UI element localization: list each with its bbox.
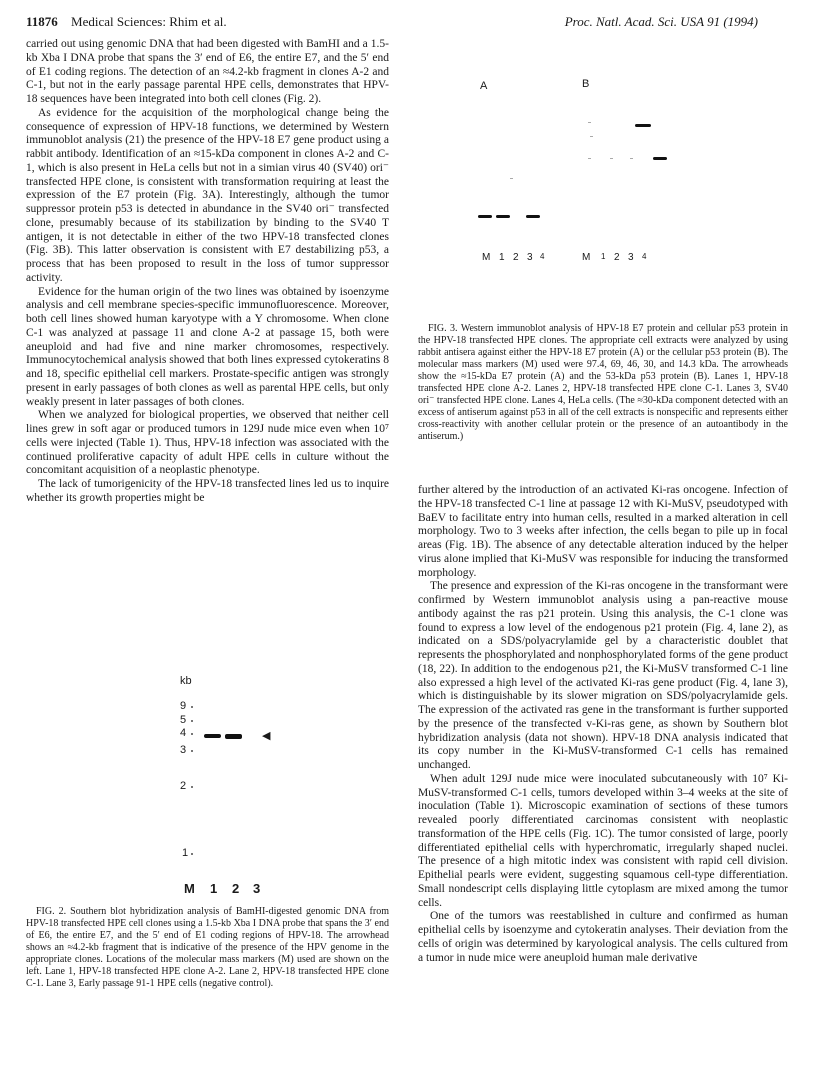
marker-label: 4 — [180, 727, 187, 739]
lane-label: 4 — [540, 252, 545, 261]
paragraph: Evidence for the human origin of the two lines was obtained by isoenzyme analysis and cell membrane species-specific immunofluorescence. Moreover, both cell lines showed human karyotype with a Y chromosome. When clone C-1 was analyzed at passage 11 and clone A-2 at passage 15, both were aneuploid and had five and nine marker chromosomes, respectively. Immunocytochemical analysis showed that both lines expressed cytokeratins 8 and 18, specific epithelial cell markers. Prostate-specific antigen was strongly present in early passages of both clones as well as parental HPE cells, but only weakly present in later passages of both clones. — [26, 285, 389, 408]
paragraph: The presence and expression of the Ki-ras oncogene in the transformant were confirmed by Western immunoblot analysis using a pan-reactive mouse antibody against the ras p21 protein. Using this analysis, the C-1 clone was found to express a low level of the endogenous p21 protein (Fig. 4, lane 2), as indicated on a SDS/polyacrylamide gel by a characteristic doublet that represents the phosphorylated and nonphosphorylated forms of the gene product (18, 22). In addition to the endogenous p21, the Ki-MuSV transformed C-1 line also expressed a high level of the activated Ki-ras gene product (Fig. 4, lane 3), which is distinguishable by its slower migration on SDS/polyacrylamide gels. The expression of the activated ras gene in the transformant is further supported by the presence of the transfected v-Ki-ras gene, as shown by Southern blot hybridization analysis (data not shown). HPV-18 DNA analysis indicated that its copy number in the Ki-MuSV-transformed C-1 cells has remained unchanged. — [418, 580, 788, 771]
lane-labels-b — [582, 252, 672, 266]
journal-citation: Proc. Natl. Acad. Sci. USA 91 (1994) — [564, 14, 758, 29]
marker-label: 2 — [180, 780, 187, 792]
paragraph: As evidence for the acquisition of the morphological change being the consequence of expression of HPV-18 functions, we determined by Western immunoblot analysis (21) the presence of the HPV-18 E7 gene product using a rabbit antibody. Identification of an ≈15-kDa component in clones A-2 and C-1, which is also present in HeLa cells but not in a simian virus 40 (SV40) ori⁻ transfected HPE clone, is consistent with transformation requiring at least the expression of the E7 protein (Fig. 3A). Interestingly, although the tumor suppressor protein p53 is detected in abundance in the SV40 ori⁻ transfected clone, presumably because of its stabilization by binding to the SV40 T antigen, it is not detectable in either of the two HPV-18 transfected clones (Fig. 3B). This latter observation is consistent with E7 destabilizing p53, a process that has been proposed to result in the loss of tumor suppressor activity. — [26, 106, 389, 284]
caption-text: FIG. 2. Southern blot hybridization analysis of BamHI-digested genomic DNA from HPV-18 transfected HPE cell clones using a 1.5-kb Xba I DNA probe that spans the 3′ end of E6, the entire E7, and the 5′ end of E1 coding regions of HPV-18. The arrowhead shows an ≈4.2-kb fragment that is indicative of the presence of the HPV genome in the appropriate clones. Locations of the molecular mass markers (M) used are shown on the left. Lane 1, HPV-18 transfected HPE clone A-2. Lane 2, HPV-18 transfected HPE clone C-1. Lane 3, Early passage 91-1 HPE cells (negative control). — [26, 906, 389, 989]
band-a-lane-2 — [496, 215, 510, 218]
marker-label: 3 — [180, 744, 187, 756]
lane-label: 3 — [628, 252, 634, 263]
band-a-lane-4 — [526, 215, 540, 218]
lane-label: M — [482, 252, 491, 263]
lane-label: M — [582, 252, 591, 263]
paragraph: One of the tumors was reestablished in culture and confirmed as human epithelial cells by isoenzyme and cytokeratin analyses. Their deviation from the cells of origin was determined by karyological analysis. The cells cultured from a tumor in nude mice were aneuploid human male derivative — [418, 910, 788, 964]
caption-text: FIG. 3. Western immunoblot analysis of HPV-18 E7 protein and cellular p53 protein in the HPV-18 transfected HPE clones. The appropriate cell extracts were analyzed by using rabbit antisera against either the HPV-18 E7 protein (A) or the cellular p53 protein (B). The molecular mass markers (M) used were 97.4, 69, 46, 30, and 14.3 kDa. The arrowheads show the ≈15-kDa E7 protein (A) and the 53-kDa p53 protein (B). Lanes 1, HPV-18 transfected HPE clone A-2. Lanes 2, HPV-18 transfected HPE clone C-1. Lanes 3, SV40 ori⁻ transfected HPE clone. Lanes 4, HeLa cells. (The ≈30-kDa component detected with an excess of antiserum against p53 in all of the cell extracts is nonspecific and represents either cross-reactivity with another cellular protein or the presence of an autoantibody in the antiserum.) — [418, 323, 788, 442]
band-lane-1 — [204, 734, 221, 738]
marker-speck — [510, 178, 513, 179]
marker-speck — [588, 122, 591, 123]
marker-tick — [191, 720, 193, 722]
figure-3-caption — [418, 323, 788, 443]
right-column — [418, 484, 788, 965]
figure-3-western-blot — [470, 78, 670, 288]
paragraph: The lack of tumorigenicity of the HPV-18 transfected lines led us to inquire whether its growth properties might be — [26, 478, 389, 504]
running-header-left — [26, 14, 227, 30]
lane-labels-a — [482, 252, 572, 266]
marker-tick — [191, 733, 193, 735]
left-column — [26, 38, 389, 506]
marker-label: 1 — [182, 847, 189, 859]
marker-label: 5 — [180, 714, 187, 726]
page-number: 11876 — [26, 14, 58, 29]
lane-label: M — [184, 881, 195, 896]
figure-2-caption — [26, 906, 389, 990]
marker-speck — [630, 158, 633, 159]
marker-speck — [610, 158, 613, 159]
lane-label: 1 — [499, 252, 505, 263]
marker-tick — [191, 706, 193, 708]
lane-label: 1 — [601, 252, 606, 261]
arrowhead-icon: ◀ — [262, 729, 271, 742]
panel-a-label: A — [480, 80, 488, 92]
band-b-30kda — [653, 157, 667, 160]
lane-label: 2 — [232, 881, 240, 896]
lane-label: 3 — [527, 252, 533, 263]
running-title: Medical Sciences: Rhim et al. — [71, 14, 227, 29]
band-lane-2 — [225, 734, 242, 739]
kb-axis-label: kb — [180, 675, 192, 687]
figure-2-southern-blot — [160, 675, 290, 900]
marker-speck — [588, 158, 591, 159]
marker-tick — [191, 786, 193, 788]
paragraph: When adult 129J nude mice were inoculated subcutaneously with 10⁷ Ki-MuSV-transformed C-1 cells, tumors developed within 3–4 weeks at the site of inoculation (Table 1). Microscopic examination of sections of these tumors revealed poorly differentiated carcinomas consistent with neoplastic transformation of the HPE cells (Fig. 1C). The tumor consisted of large, poorly differentiated epithelial cells with hyperchromatic, irregularly shaped nuclei. The presence of a high mitotic index was consistent with rapid cell division. Epithelial pearls were evident, suggesting squamous cell-type differentiation. Small nondescript cells displaying little cytoplasm are mixed among the tumor cells. — [418, 772, 788, 909]
panel-b-label: B — [582, 78, 590, 90]
paragraph: further altered by the introduction of an activated Ki-ras oncogene. Infection of the HPV-18 transfected C-1 line at passage 12 with Ki-MuSV, pseudotyped with BaEV to facilitate entry into human cells, resulted in a marked alteration in cell morphology. Two to 3 weeks after infection, the cells began to pile up in focal areas (Fig. 1B). The absence of any detectable alteration induced by the helper virus alone implied that Ki-MuSV was responsible for inducing the transformed morphology. — [418, 484, 788, 579]
lane-label: 2 — [513, 252, 519, 263]
lane-label: 2 — [614, 252, 620, 263]
lane-label: 4 — [642, 252, 647, 261]
marker-tick — [191, 853, 193, 855]
marker-label: 9 — [180, 700, 187, 712]
marker-speck — [590, 136, 593, 137]
paragraph: When we analyzed for biological properties, we observed that neither cell lines grew in soft agar or produced tumors in 129J nude mice even when 10⁷ cells were injected (Table 1). Thus, HPV-18 infection was associated with the continued proliferative capacity of adult HPE cells in culture without the concomitant acquisition of a neoplastic phenotype. — [26, 409, 389, 477]
band-a-lane-1 — [478, 215, 492, 218]
lane-labels — [184, 881, 294, 897]
paragraph: carried out using genomic DNA that had been digested with BamHI and a 1.5-kb Xba I DNA probe that spans the 3′ end of E6, the entire E7, and the 5′ end of E1 coding regions. The detection of an ≈4.2-kb fragment in clones A-2 and C-1, but not in the early passage parental HPE cells, demonstrates that HPV-18 sequences have been integrated into both cell clones (Fig. 2). — [26, 38, 389, 105]
lane-label: 3 — [253, 881, 261, 896]
marker-tick — [191, 750, 193, 752]
band-b-p53 — [635, 124, 651, 127]
lane-label: 1 — [210, 881, 218, 896]
